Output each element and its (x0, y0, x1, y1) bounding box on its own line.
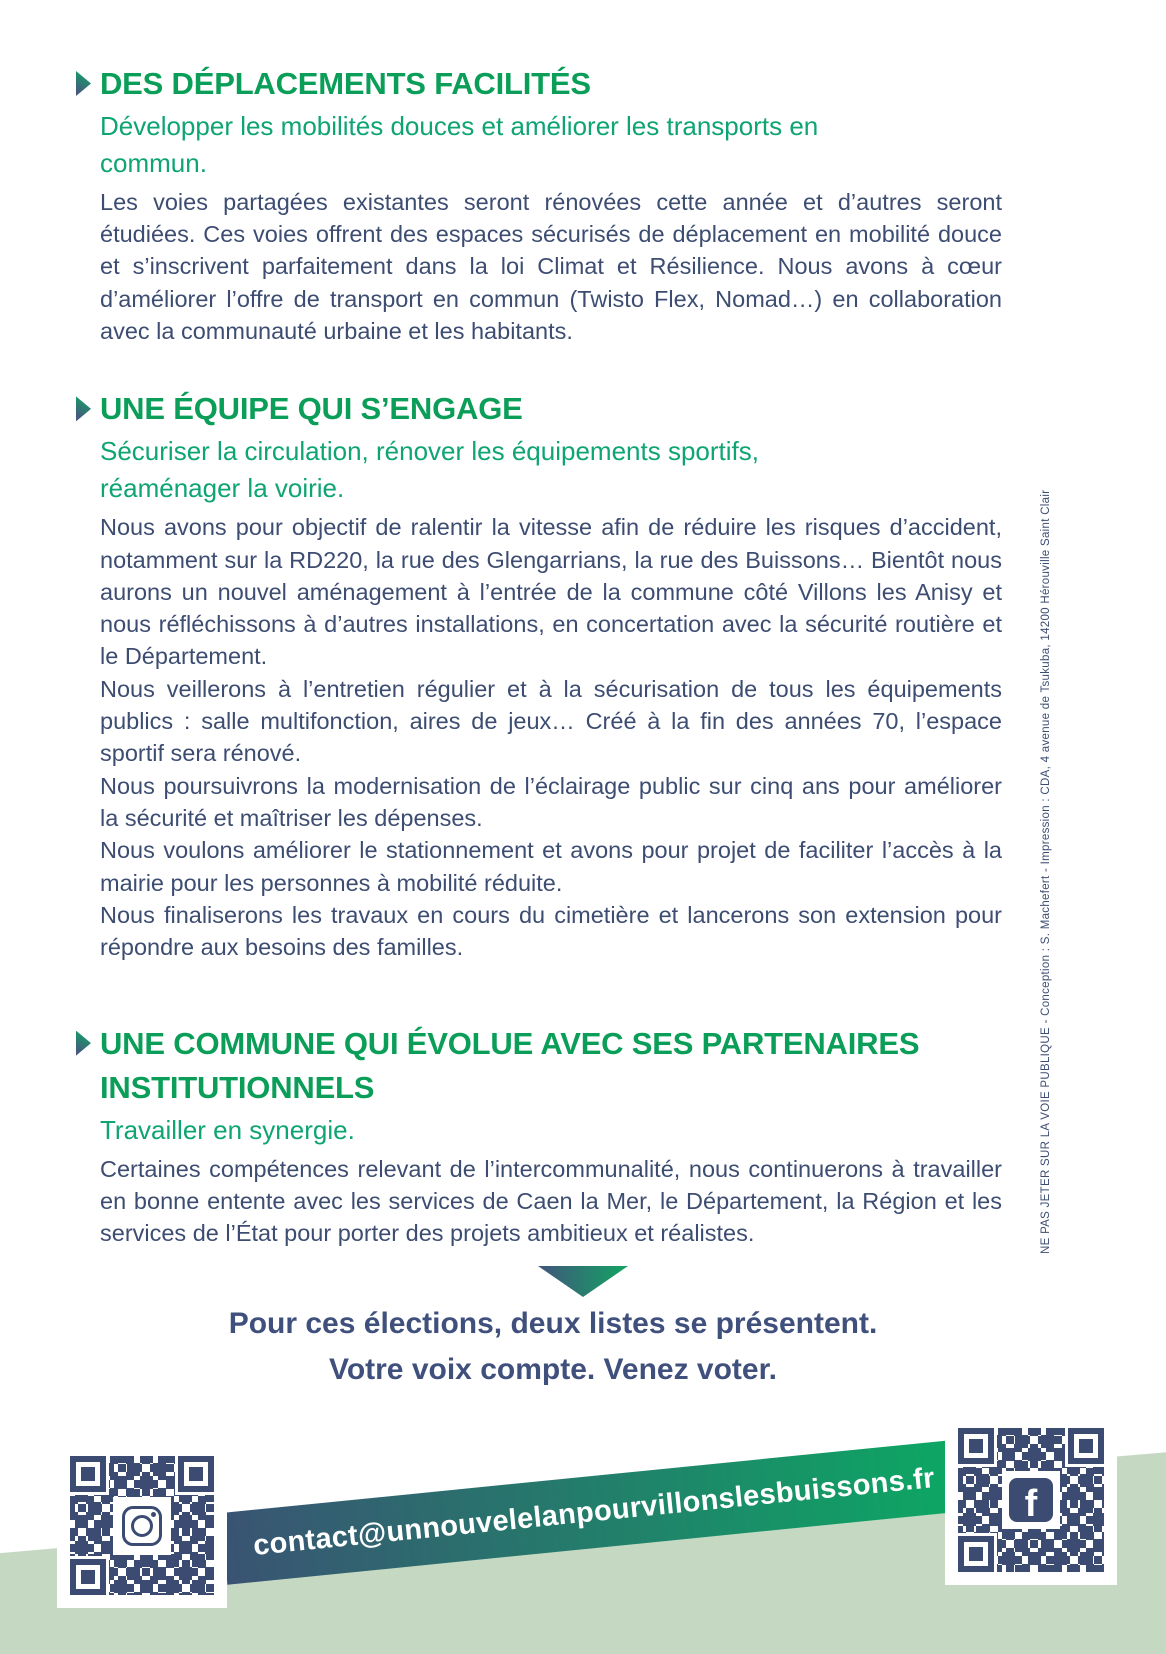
qr-module-pattern (958, 1428, 1104, 1572)
section-paragraph: Nous poursuivrons la modernisation de l’éclairage public sur cinq ans pour améliorer la sécurité et maîtriser les dépenses. (100, 772, 1002, 832)
section-title (100, 387, 1002, 431)
cta-line: Pour ces élections, deux listes se présentent. (228, 1307, 878, 1340)
section-title-text: UNE COMMUNE QUI ÉVOLUE AVEC SES PARTENAIRES INSTITUTIONNELS (100, 1025, 920, 1105)
chevron-right-icon (76, 71, 91, 96)
section-subtitle: Sécuriser la circulation, rénover les équipements sportifs, réaménager la voirie. (100, 436, 759, 504)
section-title-text: UNE ÉQUIPE QUI S’ENGAGE (100, 391, 523, 427)
cta-line: Votre voix compte. Venez voter. (329, 1352, 777, 1386)
cta-block (0, 1301, 1106, 1393)
section-paragraph: Les voies partagées existantes seront rénovées cette année et d’autres seront étudiées. Ces voies offrent des espaces sécurisés de déplacement en mobilité douce et s’inscrivent parfaitement dans la loi Climat et Résilience. Nous avons à cœur d’améliorer l’offre de transport en commun (Twisto Flex, Nomad…) en collaboration avec la communauté urbaine et les habitants. (100, 188, 1002, 345)
qr-finder (1068, 1428, 1104, 1464)
facebook-qr-code (945, 1415, 1117, 1585)
section-paragraph: Nous avons pour objectif de ralentir la vitesse afin de réduire les risques d’accident, notamment sur la RD220, la rue des Glengarrians, la rue des Buissons… Bientôt nous aurons un nouvel aménagement à l’entrée de la commune côté Villons les Anisy et nous réfléchissons à d’autres installations, en concertation avec la sécurité routière et le Département. (100, 514, 1002, 670)
qr-center-badge (1002, 1471, 1060, 1529)
qr-finder (70, 1559, 106, 1595)
section-paragraph: Nous veillerons à l’entretien régulier et à la sécurisation de tous les équipements publics : salle multifonction, aires de jeux… Créé à la fin des années 70, l’espace sportif sera rénové. (100, 675, 1002, 767)
section-subtitle: Travailler en synergie. (100, 1114, 355, 1145)
section-paragraph: Certaines compétences relevant de l’intercommunalité, nous continuerons à travailler en bonne entente avec les services de Caen la Mer, le Département, la Région et les services de l’État pour porter des projets ambitieux et réalistes. (100, 1155, 1002, 1247)
section-partenaires (100, 1022, 1002, 1250)
section-paragraph: Nous finaliserons les travaux en cours du cimetière et lancerons son extension pour répondre aux besoins des familles. (100, 901, 1002, 961)
legal-note: NE PAS JETER SUR LA VOIE PUBLIQUE - Conception : S. Machefert - Impression : CDA, 4 avenue de Tsukuba, 14200 Hérouville Saint Clair (1040, 489, 1052, 1254)
section-title (100, 62, 1002, 106)
facebook-icon (1009, 1478, 1053, 1522)
contact-email[interactable]: contact@unnouvelelanpourvillonslesbuissons.fr (251, 1461, 937, 1562)
instagram-qr-code (57, 1443, 227, 1608)
instagram-icon (122, 1506, 162, 1546)
qr-finder (958, 1428, 994, 1464)
section-equipe (100, 387, 1002, 963)
qr-finder (178, 1456, 214, 1492)
chevron-right-icon (76, 396, 91, 421)
qr-center-badge (113, 1497, 171, 1555)
section-title (100, 1022, 1002, 1110)
qr-module-pattern (70, 1456, 214, 1595)
section-paragraph: Nous voulons améliorer le stationnement et avons pour projet de faciliter l’accès à la mairie pour les personnes à mobilité réduite. (100, 837, 1002, 896)
flyer-content (100, 62, 1002, 1289)
section-deplacements (100, 62, 1002, 347)
chevron-right-icon (76, 1031, 91, 1056)
section-subtitle: Développer les mobilités douces et améliorer les transports en commun. (100, 111, 819, 178)
qr-finder (70, 1456, 106, 1492)
qr-finder (958, 1536, 994, 1572)
section-title-text: DES DÉPLACEMENTS FACILITÉS (100, 66, 591, 101)
